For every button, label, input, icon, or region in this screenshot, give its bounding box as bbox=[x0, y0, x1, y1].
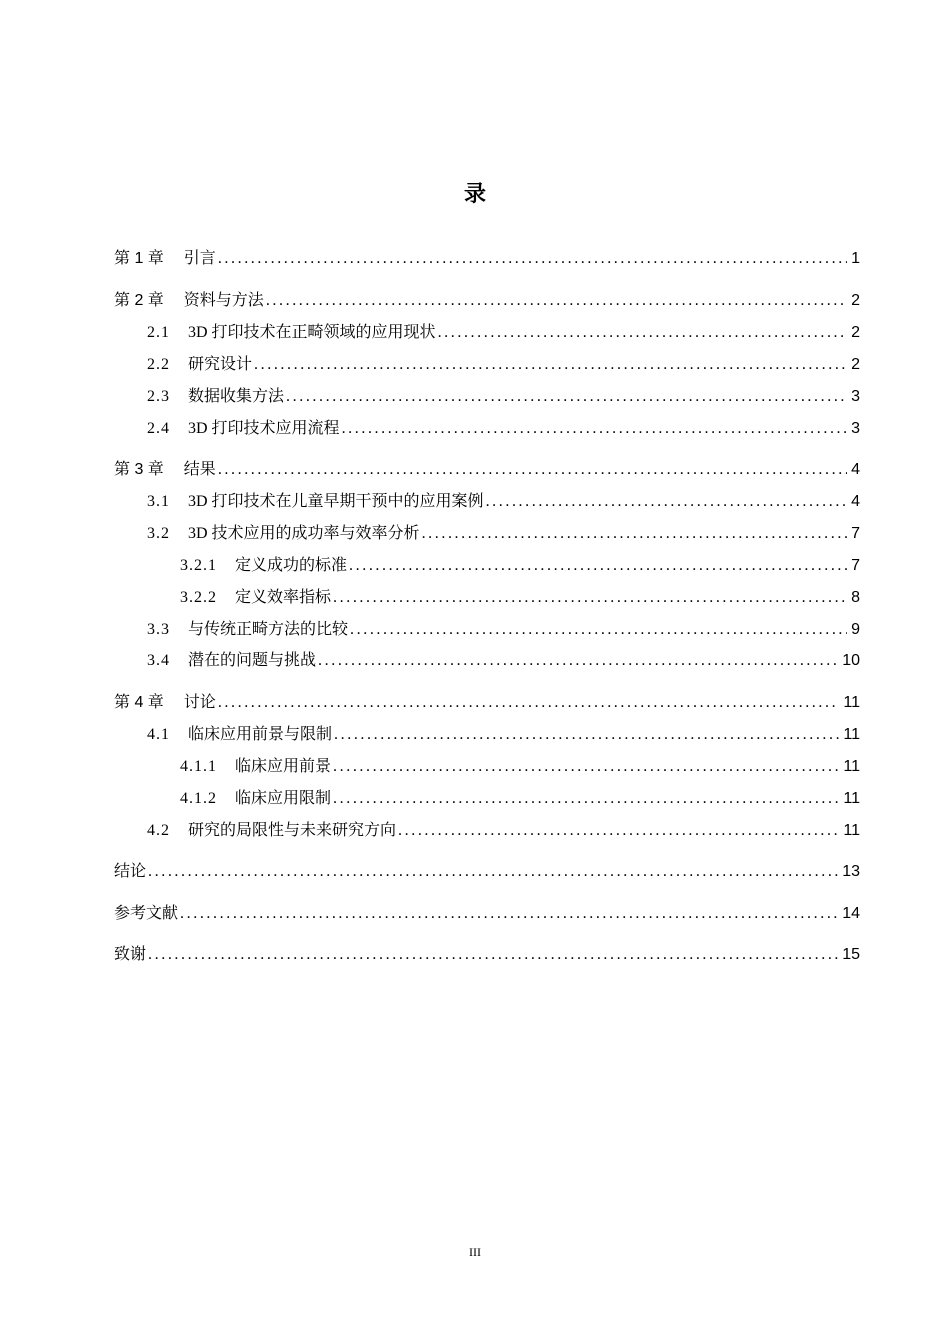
toc-entry-acknowledgements[interactable] bbox=[114, 943, 860, 967]
toc-leader-dots bbox=[148, 943, 838, 967]
toc-leader-dots bbox=[350, 618, 847, 642]
toc-entry-page: 2 bbox=[851, 356, 860, 373]
toc-entry-page: 11 bbox=[843, 822, 860, 839]
toc-leader-dots bbox=[218, 458, 847, 482]
toc-entry-section-4-2[interactable] bbox=[147, 819, 860, 843]
toc-leader-dots bbox=[422, 522, 848, 546]
toc-entry-chapter-1[interactable] bbox=[114, 247, 860, 271]
toc-entry-page: 4 bbox=[851, 493, 860, 510]
toc-leader-dots bbox=[333, 586, 847, 610]
toc-entry-page: 13 bbox=[842, 863, 860, 880]
toc-entry-section-2-1[interactable] bbox=[147, 321, 860, 345]
toc-entry-number: 2.3 bbox=[147, 388, 170, 405]
toc-entry-number: 第 1 章 bbox=[114, 250, 164, 267]
toc-entry-page: 15 bbox=[842, 946, 860, 963]
toc-entry-title: 临床应用前景 bbox=[235, 758, 332, 775]
toc-entry-number: 3.4 bbox=[147, 652, 170, 669]
toc-entry-title: 临床应用限制 bbox=[235, 790, 332, 807]
toc-entry-subsection-3-2-2[interactable] bbox=[180, 586, 860, 610]
toc-entry-subsection-4-1-1[interactable] bbox=[180, 755, 860, 779]
toc-entry-title: 潜在的问题与挑战 bbox=[188, 652, 317, 669]
toc-entry-title: 3D 打印技术应用流程 bbox=[188, 420, 340, 437]
toc-entry-number: 4.1 bbox=[147, 726, 170, 743]
toc-entry-conclusion[interactable] bbox=[114, 860, 860, 884]
toc-entry-title: 3D 打印技术在正畸领域的应用现状 bbox=[188, 324, 436, 341]
toc-entry-title: 结论 bbox=[114, 863, 147, 880]
toc-leader-dots bbox=[148, 860, 838, 884]
toc-entry-title: 引言 bbox=[183, 250, 216, 267]
toc-entry-title: 定义效率指标 bbox=[235, 589, 332, 606]
toc-entry-title: 临床应用前景与限制 bbox=[188, 726, 333, 743]
toc-entry-page: 2 bbox=[851, 292, 860, 309]
toc-entry-chapter-4[interactable] bbox=[114, 691, 860, 715]
toc-entry-number: 2.1 bbox=[147, 324, 170, 341]
toc-entry-number: 第 2 章 bbox=[114, 292, 164, 309]
toc-entry-section-3-2[interactable] bbox=[147, 522, 860, 546]
toc-leader-dots bbox=[333, 755, 839, 779]
toc-leader-dots bbox=[218, 247, 847, 271]
toc-entry-number: 4.2 bbox=[147, 822, 170, 839]
toc-entry-page: 11 bbox=[843, 758, 860, 775]
toc-entry-section-2-4[interactable] bbox=[147, 417, 860, 441]
page-number: III bbox=[469, 1245, 481, 1259]
toc-entry-title: 参考文献 bbox=[114, 905, 179, 922]
toc-entry-page: 7 bbox=[851, 557, 860, 574]
toc-entry-title: 讨论 bbox=[183, 694, 216, 711]
toc-leader-dots bbox=[318, 649, 838, 673]
toc-entry-chapter-2[interactable] bbox=[114, 289, 860, 313]
toc-leader-dots bbox=[334, 723, 839, 747]
toc-leader-dots bbox=[254, 353, 847, 377]
toc-entry-title: 资料与方法 bbox=[183, 292, 264, 309]
page-title: 录 bbox=[463, 182, 486, 207]
toc-leader-dots bbox=[333, 787, 839, 811]
toc-entry-title: 与传统正畸方法的比较 bbox=[188, 621, 349, 638]
toc-entry-section-2-3[interactable] bbox=[147, 385, 860, 409]
toc-leader-dots bbox=[342, 417, 848, 441]
toc-entry-number: 3.2.2 bbox=[180, 589, 217, 606]
toc-entry-title: 3D 技术应用的成功率与效率分析 bbox=[188, 525, 420, 542]
toc-entry-page: 8 bbox=[851, 589, 860, 606]
toc-entry-section-3-4[interactable] bbox=[147, 649, 860, 673]
toc-entry-section-4-1[interactable] bbox=[147, 723, 860, 747]
toc-leader-dots bbox=[218, 691, 840, 715]
toc-entry-section-3-3[interactable] bbox=[147, 618, 860, 642]
toc-entry-references[interactable] bbox=[114, 902, 860, 926]
toc-entry-title: 定义成功的标准 bbox=[235, 557, 348, 574]
toc-entry-page: 7 bbox=[851, 525, 860, 542]
toc-entry-subsection-4-1-2[interactable] bbox=[180, 787, 860, 811]
toc-entry-section-3-1[interactable] bbox=[147, 490, 860, 514]
toc-entry-number: 2.4 bbox=[147, 420, 170, 437]
toc-entry-page: 2 bbox=[851, 324, 860, 341]
toc-entry-number: 3.1 bbox=[147, 493, 170, 510]
toc-leader-dots bbox=[286, 385, 847, 409]
toc-entry-number: 3.2 bbox=[147, 525, 170, 542]
toc-entry-number: 第 4 章 bbox=[114, 694, 164, 711]
toc-entry-title: 致谢 bbox=[114, 946, 147, 963]
toc-entry-page: 3 bbox=[851, 388, 860, 405]
toc-entry-page: 10 bbox=[842, 652, 860, 669]
toc-entry-page: 3 bbox=[851, 420, 860, 437]
toc-entry-page: 11 bbox=[843, 726, 860, 743]
toc-entry-number: 第 3 章 bbox=[114, 461, 164, 478]
toc-entry-number: 2.2 bbox=[147, 356, 170, 373]
toc-leader-dots bbox=[180, 902, 838, 926]
toc-leader-dots bbox=[349, 554, 847, 578]
toc-entry-number: 4.1.2 bbox=[180, 790, 217, 807]
toc-entry-page: 14 bbox=[842, 905, 860, 922]
toc-entry-title: 研究的局限性与未来研究方向 bbox=[188, 822, 397, 839]
toc-entry-number: 4.1.1 bbox=[180, 758, 217, 775]
toc-entry-page: 11 bbox=[843, 790, 860, 807]
toc-leader-dots bbox=[398, 819, 839, 843]
toc-leader-dots bbox=[486, 490, 848, 514]
toc-entry-page: 9 bbox=[851, 621, 860, 638]
toc-entry-number: 3.3 bbox=[147, 621, 170, 638]
toc-leader-dots bbox=[438, 321, 848, 345]
toc-entry-title: 数据收集方法 bbox=[188, 388, 285, 405]
toc-entry-page: 1 bbox=[851, 250, 860, 267]
toc-entry-subsection-3-2-1[interactable] bbox=[180, 554, 860, 578]
toc-entry-title: 研究设计 bbox=[188, 356, 253, 373]
toc-entry-title: 结果 bbox=[183, 461, 216, 478]
toc-entry-number: 3.2.1 bbox=[180, 557, 217, 574]
toc-leader-dots bbox=[266, 289, 847, 313]
toc-entry-page: 11 bbox=[843, 694, 860, 711]
toc-entry-title: 3D 打印技术在儿童早期干预中的应用案例 bbox=[188, 493, 484, 510]
toc-entry-chapter-3[interactable] bbox=[114, 458, 860, 482]
toc-entry-section-2-2[interactable] bbox=[147, 353, 860, 377]
toc-entry-page: 4 bbox=[851, 461, 860, 478]
